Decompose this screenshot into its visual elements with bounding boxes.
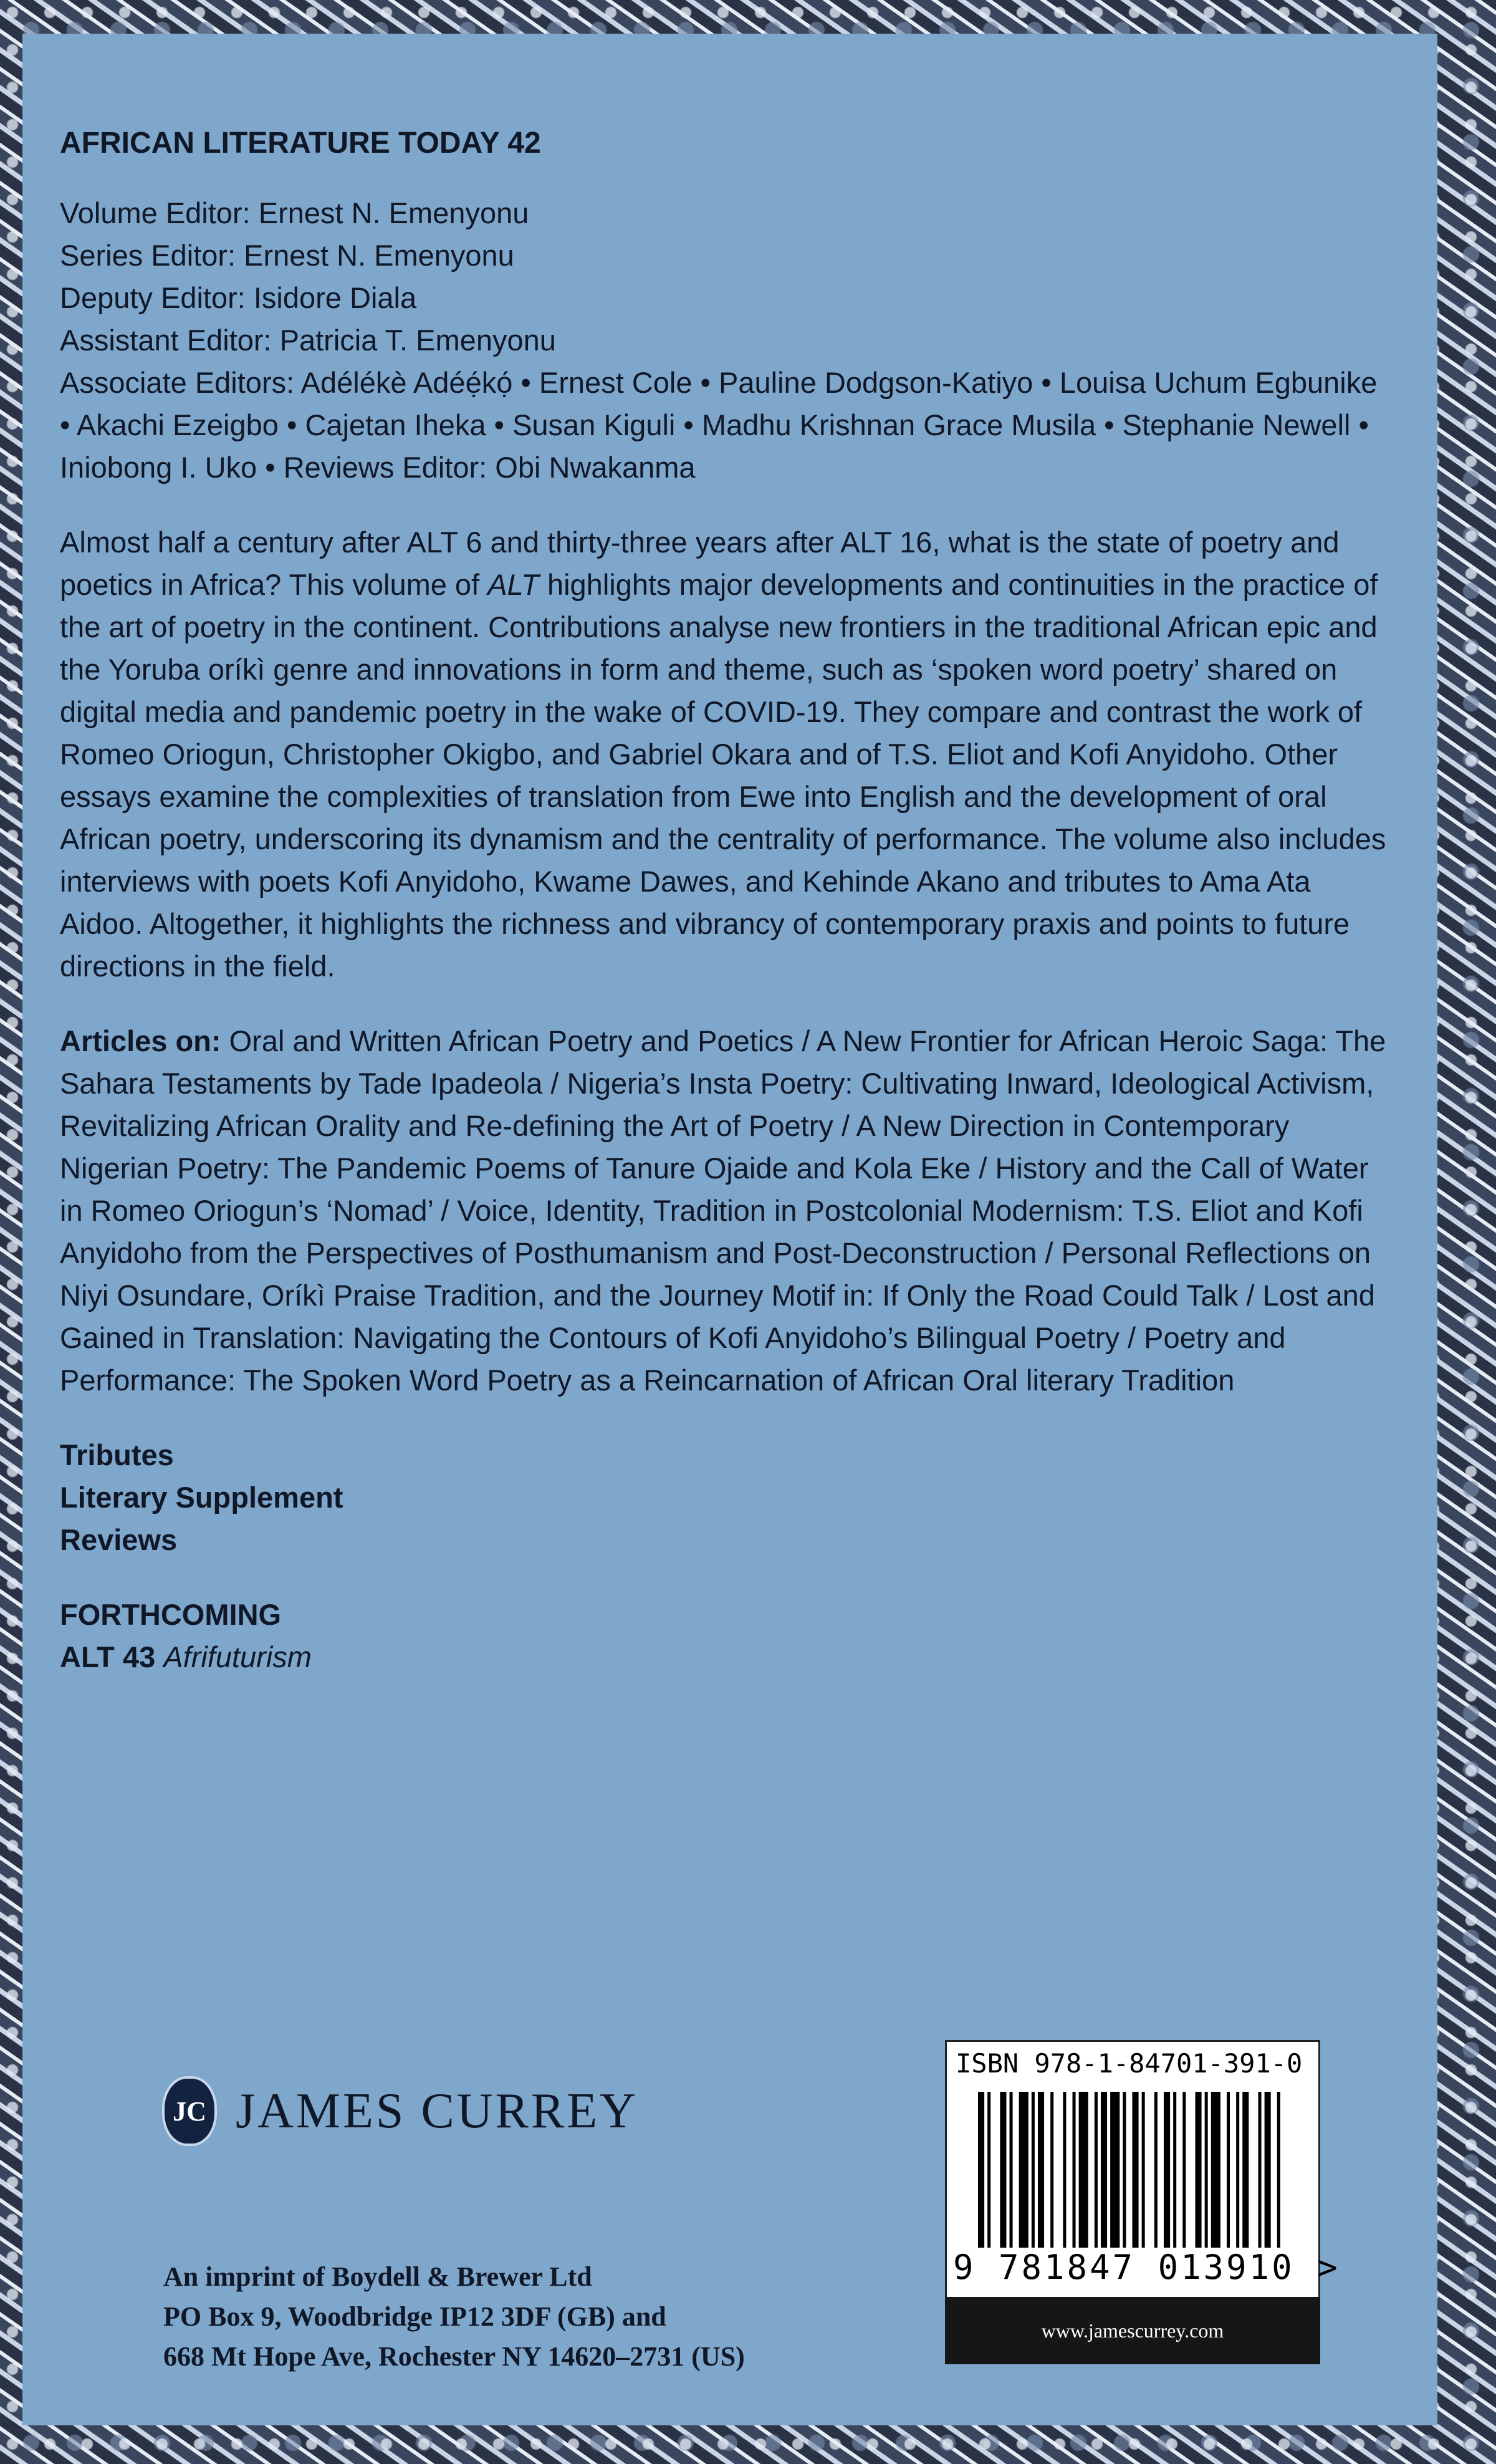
barcode-bar xyxy=(1123,2092,1126,2248)
barcode-bar xyxy=(1154,2092,1158,2248)
section-reviews: Reviews xyxy=(60,1523,178,1556)
barcode-bar xyxy=(1173,2092,1176,2248)
barcode-bar xyxy=(1050,2092,1053,2248)
publisher-logo xyxy=(162,2076,638,2146)
barcode-bar xyxy=(1277,2092,1280,2248)
barcode-bar xyxy=(1032,2092,1035,2248)
barcode-bar xyxy=(987,2092,990,2248)
barcode-bar xyxy=(1019,2092,1028,2248)
jc-logo-icon: JC xyxy=(162,2076,217,2146)
section-tributes: Tributes xyxy=(60,1438,174,1471)
blurb-paragraph xyxy=(60,521,1388,988)
articles-paragraph xyxy=(60,1020,1388,1402)
barcode-bar xyxy=(1182,2092,1186,2248)
isbn-label: ISBN 978-1-84701-391-0 xyxy=(956,2048,1303,2079)
volume-editor: Volume Editor: Ernest N. Emenyonu xyxy=(60,196,529,229)
isbn-barcode xyxy=(945,2040,1340,2301)
barcode-bar xyxy=(1038,2092,1044,2248)
barcode-bar xyxy=(1073,2092,1076,2248)
barcode-bar xyxy=(1211,2092,1220,2248)
forthcoming-theme: Afrifuturism xyxy=(163,1640,312,1673)
barcode-bars-icon xyxy=(978,2092,1290,2248)
forthcoming-line xyxy=(60,1636,1388,1678)
editors-list xyxy=(60,192,1388,489)
imprint-line-2: PO Box 9, Woodbridge IP12 3DF (GB) and xyxy=(163,2301,666,2332)
imprint-line-1: An imprint of Boydell & Brewer Ltd xyxy=(163,2261,592,2292)
series-editor: Series Editor: Ernest N. Emenyonu xyxy=(60,239,514,272)
barcode-bar xyxy=(1258,2092,1261,2248)
blurb-text-2: highlights major developments and continuities in the practice of the art of poetry in the continent. Contributions analyse new frontiers in the traditional African epic and the Yoruba oríkì genre and innovations in form and theme, such as ‘spoken word poetry’ shared on digital media and pandemic poetry in the wake of COVID-19. They compare and contrast the work of Romeo Oriogun, Christopher Okigbo, and Gabriel Okara and of T.S. Eliot and Kofi Anyidoho. Other essays examine the complexities of translation from Ewe into English and the development of oral African poetry, underscoring its dynamism and the centrality of performance. The volume also includes interviews with poets Kofi Anyidoho, Kwame Dawes, and Kehinde Akano and tributes to Ama Ata Aidoo. Altogether, it highlights the richness and vibrancy of contemporary praxis and points to future directions in the field. xyxy=(60,568,1386,983)
section-literary-supplement: Literary Supplement xyxy=(60,1481,343,1514)
website-url: www.jamescurrey.com xyxy=(1041,2319,1224,2342)
blurb-alt-italic: ALT xyxy=(487,568,539,601)
barcode-bar xyxy=(1079,2092,1088,2248)
deputy-editor: Deputy Editor: Isidore Diala xyxy=(60,281,417,314)
back-cover-content xyxy=(60,122,1388,1678)
barcode-bar xyxy=(1195,2092,1201,2248)
barcode-bar xyxy=(1010,2092,1013,2248)
forthcoming-volume: ALT 43 xyxy=(60,1640,156,1673)
barcode-bar xyxy=(1132,2092,1138,2248)
imprint-line-3: 668 Mt Hope Ave, Rochester NY 14620–2731 (US) xyxy=(163,2341,745,2372)
barcode-bar xyxy=(978,2092,984,2248)
barcode-bar xyxy=(1236,2092,1239,2248)
barcode-bar xyxy=(1227,2092,1230,2248)
series-title: AFRICAN LITERATURE TODAY 42 xyxy=(60,127,541,160)
barcode-bar xyxy=(1205,2092,1208,2248)
publisher-name: JAMES CURREY xyxy=(236,2083,638,2139)
barcode-bar xyxy=(1265,2092,1271,2248)
forthcoming-heading: FORTHCOMING xyxy=(60,1598,282,1631)
articles-lead: Articles on: xyxy=(60,1024,221,1057)
sections-list xyxy=(60,1434,1388,1561)
barcode-bar xyxy=(1242,2092,1249,2248)
associate-editors: Associate Editors: Adélékè Adéẹ́kọ́ • Ernest Cole • Pauline Dodgson-Katiyo • Louisa Uchum Egbunike • Akachi Ezeigbo • Cajetan Iheka • Susan Kiguli • Madhu Krishnan Grace Musila • Stephanie Newell • Iniobong I. Uko • Reviews Editor: Obi Nwakanma xyxy=(60,366,1378,484)
assistant-editor: Assistant Editor: Patricia T. Emenyonu xyxy=(60,324,556,357)
barcode-bar xyxy=(1142,2092,1145,2248)
website-band xyxy=(945,2297,1320,2364)
barcode-bar xyxy=(1063,2092,1066,2248)
forthcoming-block xyxy=(60,1594,1388,1678)
articles-text: Oral and Written African Poetry and Poetics / A New Frontier for African Heroic Saga: The Sahara Testaments by Tade Ipadeola / Nigeria’s Insta Poetry: Cultivating Inward, Ideological Activism, Revitalizing African Orality and Re-defining the Art of Poetry / A New Direction in Contemporary Nigerian Poetry: The Pandemic Poems of Tanure Ojaide and Kola Eke / History and the Call of Water in Romeo Oriogun’s ‘Nomad’ / Voice, Identity, Tradition in Postcolonial Modernism: T.S. Eliot and Kofi Anyidoho from the Perspectives of Posthumanism and Post-Deconstruction / Personal Reflections on Niyi Osundare, Oríkì Praise Tradition, and the Journey Motif in: If Only the Road Could Talk / Lost and Gained in Translation: Navigating the Contours of Kofi Anyidoho’s Bilingual Poetry / Poetry and Performance: The Spoken Word Poetry as a Reincarnation of African Oral literary Tradition xyxy=(60,1024,1386,1397)
blurb-text-1: Almost half a century after ALT 6 and thirty-three years after ALT 16, what is the state of poetry and poetics in Africa? This volume of xyxy=(60,526,1340,601)
barcode-bar xyxy=(1164,2092,1170,2248)
barcode-digits: 9 781847 013910 > xyxy=(953,2248,1340,2287)
imprint-address xyxy=(163,2257,911,2377)
barcode-bar xyxy=(1000,2092,1006,2248)
barcode-bar xyxy=(1095,2092,1098,2248)
barcode-bar xyxy=(1110,2092,1120,2248)
barcode-bar xyxy=(1101,2092,1107,2248)
